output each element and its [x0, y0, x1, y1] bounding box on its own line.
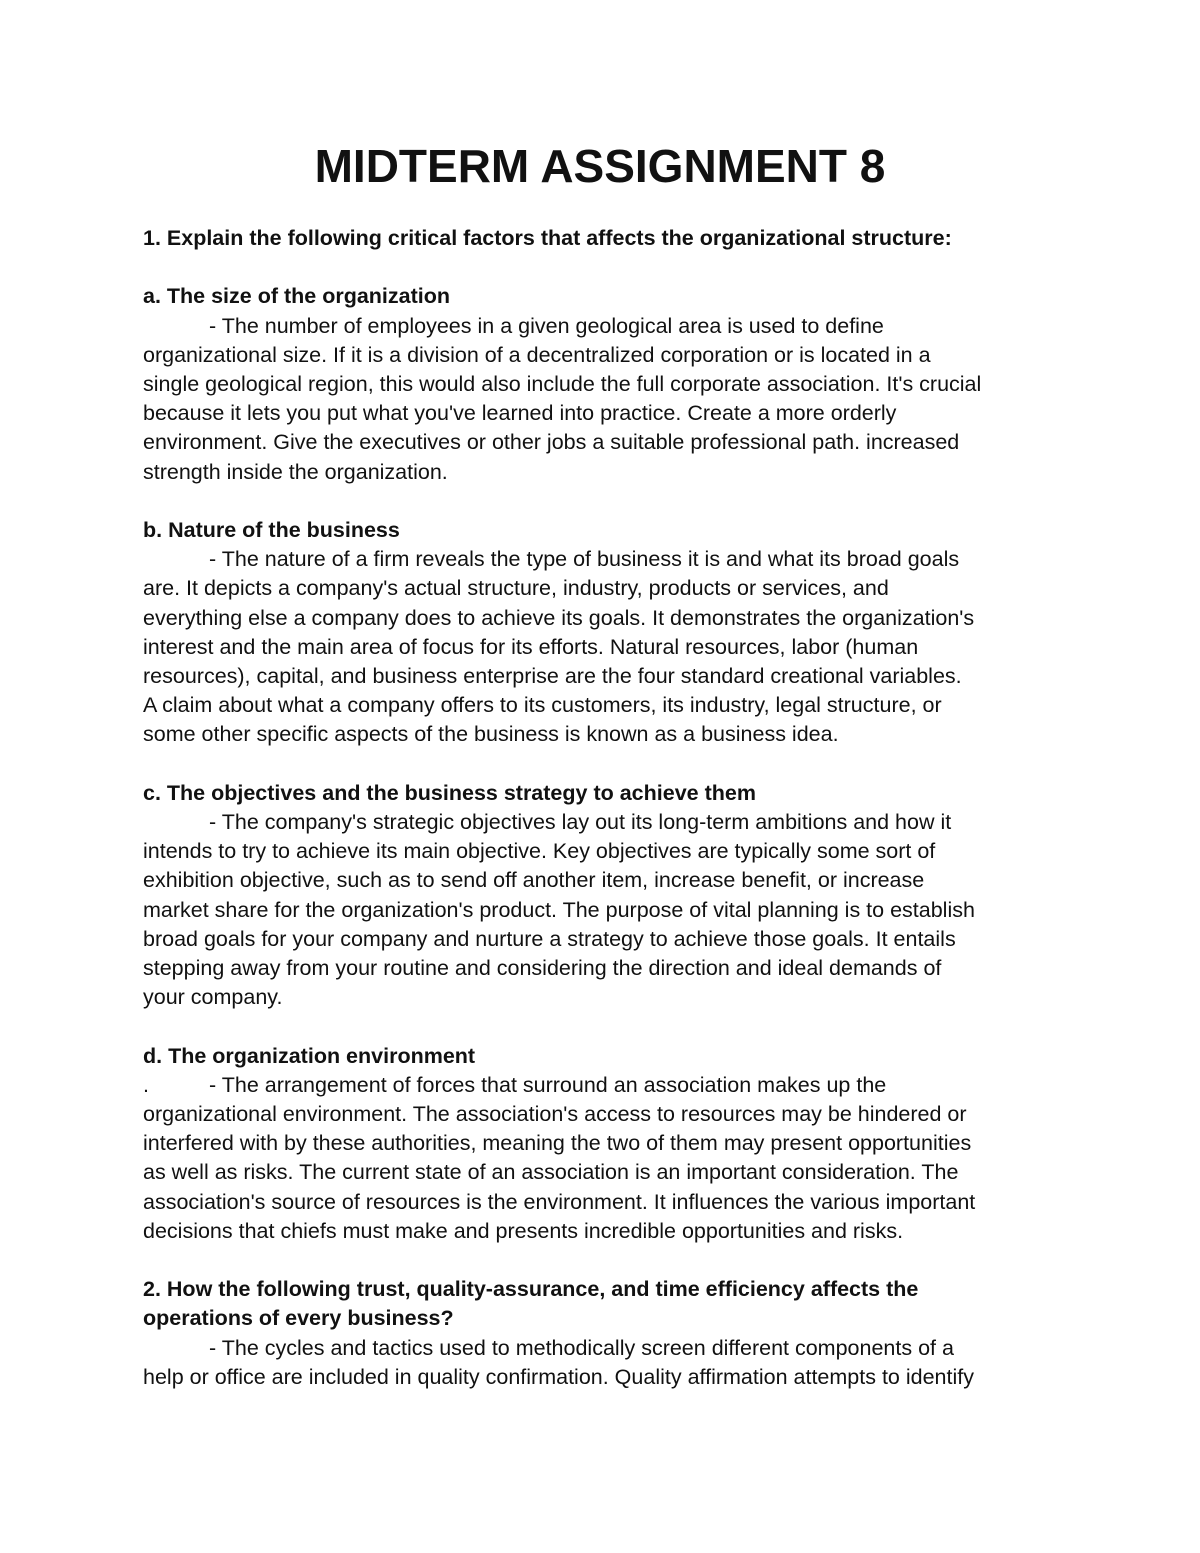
- paragraph-line: - The number of employees in a given geological area is used to define: [209, 313, 884, 338]
- section-heading: a. The size of the organization: [143, 284, 451, 309]
- paragraph-line: help or office are included in quality confirmation. Quality affirmation attempts to identify: [143, 1364, 974, 1389]
- paragraph-line: resources), capital, and business enterprise are the four standard creational variables.: [143, 664, 962, 689]
- paragraph-line: because it lets you put what you've learned into practice. Create a more orderly: [143, 401, 897, 426]
- question-heading-line: operations of every business?: [143, 1306, 454, 1331]
- paragraph-line: A claim about what a company offers to its customers, its industry, legal structure, or: [143, 693, 942, 718]
- section-b: [143, 516, 1083, 750]
- section-d: [143, 1042, 1083, 1246]
- paragraph-line: interfered with by these authorities, meaning the two of them may present opportunities: [143, 1131, 972, 1156]
- spacer: [143, 253, 1083, 282]
- question-heading-line: 2. How the following trust, quality-assurance, and time efficiency affects the: [143, 1277, 919, 1302]
- spacer: [143, 1012, 1083, 1041]
- spacer: [143, 487, 1083, 516]
- document-body: [143, 224, 1083, 1392]
- paragraph-line: interest and the main area of focus for its efforts. Natural resources, labor (human: [143, 634, 919, 659]
- paragraph-line: market share for the organization's product. The purpose of vital planning is to establish: [143, 897, 975, 922]
- paragraph-line: association's source of resources is the environment. It influences the various important: [143, 1189, 976, 1214]
- paragraph-line: organizational size. If it is a division of a decentralized corporation or is located in a: [143, 342, 931, 367]
- paragraph-line: exhibition objective, such as to send off another item, increase benefit, or increase: [143, 868, 925, 893]
- paragraph-line: everything else a company does to achieve its goals. It demonstrates the organization's: [143, 605, 975, 630]
- paragraph-line: organizational environment. The association's access to resources may be hindered or: [143, 1102, 967, 1127]
- section-c: [143, 779, 1083, 1013]
- paragraph-line: environment. Give the executives or other jobs a suitable professional path. increased: [143, 430, 960, 455]
- paragraph-line: - The cycles and tactics used to methodically screen different components of a: [209, 1335, 954, 1360]
- paragraph-line: stepping away from your routine and considering the direction and ideal demands of: [143, 956, 942, 981]
- paragraph-line: your company.: [143, 985, 283, 1010]
- paragraph-line: strength inside the organization.: [143, 459, 448, 484]
- section-heading: d. The organization environment: [143, 1043, 476, 1068]
- document-title: MIDTERM ASSIGNMENT 8: [314, 140, 886, 192]
- paragraph-line: broad goals for your company and nurture a strategy to achieve those goals. It entails: [143, 926, 956, 951]
- paragraph-line: decisions that chiefs must make and presents incredible opportunities and risks.: [143, 1218, 904, 1243]
- paragraph-line: . - The arrangement of forces that surround an association makes up the: [143, 1071, 1083, 1100]
- paragraph-line: intends to try to achieve its main objective. Key objectives are typically some sort of: [143, 839, 936, 864]
- section-heading: b. Nature of the business: [143, 518, 400, 542]
- spacer: [143, 1246, 1083, 1275]
- paragraph-line: - The nature of a firm reveals the type of business it is and what its broad goals: [209, 547, 960, 572]
- section-heading: c. The objectives and the business strategy to achieve them: [143, 780, 756, 805]
- paragraph-line: some other specific aspects of the business is known as a business idea.: [143, 722, 839, 747]
- paragraph-line: - The company's strategic objectives lay out its long-term ambitions and how it: [209, 810, 952, 835]
- section-a: [143, 282, 1083, 486]
- paragraph-line: are. It depicts a company's actual structure, industry, products or services, and: [143, 576, 889, 601]
- question-2: [143, 1275, 1083, 1392]
- paragraph-line: single geological region, this would also include the full corporate association. It's crucial: [143, 372, 982, 396]
- spacer: [143, 750, 1083, 779]
- stray-period: .: [143, 1072, 149, 1097]
- paragraph-line: as well as risks. The current state of an association is an important consideration. The: [143, 1160, 959, 1185]
- question-1: 1. Explain the following critical factors that affects the organizational structure:: [143, 226, 952, 250]
